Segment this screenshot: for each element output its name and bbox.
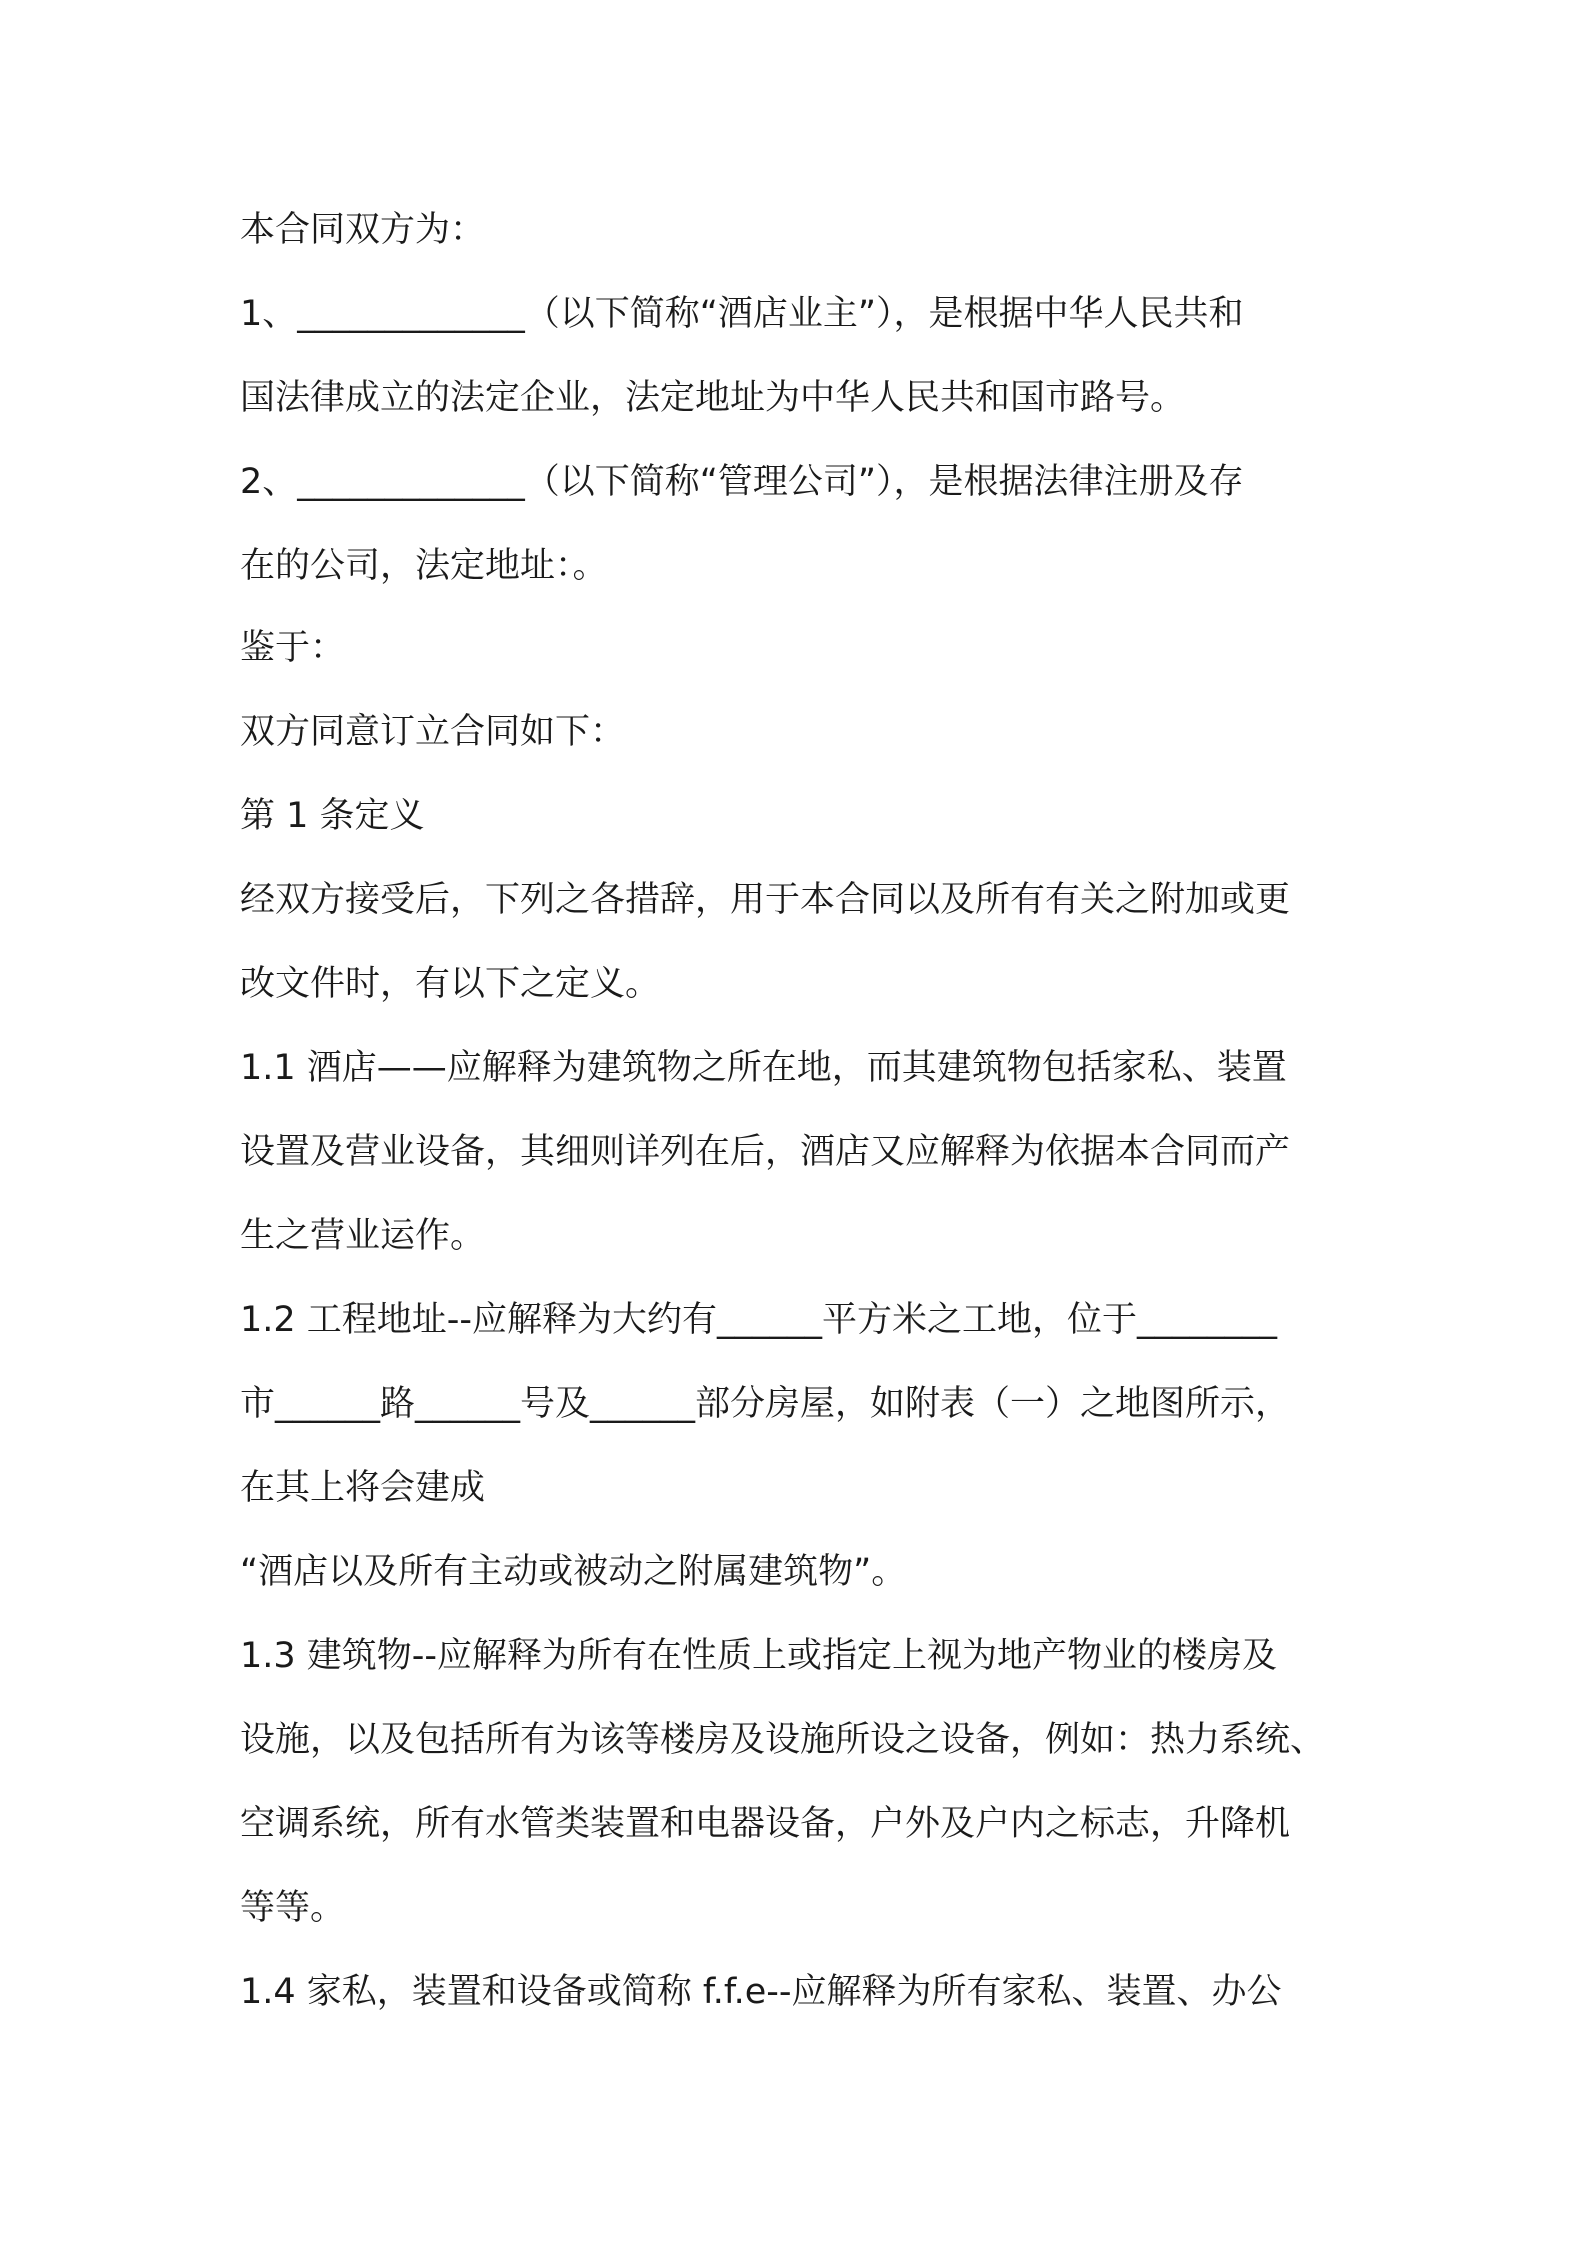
clause-1-2-line-2: 市______路______号及______部分房屋，如附表（一）之地图所示，: [240, 1384, 1291, 1424]
party-two-line-2: 在的公司，法定地址：。: [240, 546, 608, 586]
clause-1-3-line-1: 1.3 建筑物--应解释为所有在性质上或指定上视为地产物业的楼房及: [240, 1636, 1278, 1676]
clause-1-2-line-3: 在其上将会建成: [240, 1468, 486, 1508]
clause-1-3-line-4: 等等。: [240, 1888, 346, 1928]
clause-1-1-line-2: 设置及营业设备，其细则详列在后，酒店又应解释为依据本合同而产: [240, 1132, 1291, 1172]
clause-1-1-line-3: 生之营业运作。: [240, 1216, 486, 1256]
article-1-heading: 第 1 条定义: [240, 796, 425, 836]
whereas-line: 鉴于：: [240, 628, 346, 668]
clause-1-1-line-1: 1.1 酒店——应解释为建筑物之所在地，而其建筑物包括家私、装置: [240, 1048, 1287, 1088]
agreement-intro-line: 双方同意订立合同如下：: [240, 712, 626, 752]
definitions-intro-line-1: 经双方接受后，下列之各措辞，用于本合同以及所有有关之附加或更: [240, 880, 1291, 920]
clause-1-2-line-4: “酒店以及所有主动或被动之附属建筑物”。: [240, 1552, 907, 1592]
clause-1-3-line-3: 空调系统，所有水管类装置和电器设备，户外及户内之标志，升降机: [240, 1804, 1291, 1844]
contract-parties-heading: 本合同双方为：: [240, 210, 486, 250]
party-two-line-1: 2、_____________（以下简称“管理公司”），是根据法律注册及存: [240, 462, 1244, 502]
party-one-line-2: 国法律成立的法定企业，法定地址为中华人民共和国市路号。: [240, 378, 1186, 418]
clause-1-2-line-1: 1.2 工程地址--应解释为大约有______平方米之工地，位于________: [240, 1300, 1278, 1340]
party-one-line-1: 1、_____________（以下简称“酒店业主”），是根据中华人民共和: [240, 294, 1244, 334]
clause-1-3-line-2: 设施，以及包括所有为该等楼房及设施所设之设备，例如：热力系统、: [240, 1720, 1326, 1760]
clause-1-4-line-1: 1.4 家私，装置和设备或简称 f.f.e--应解释为所有家私、装置、办公: [240, 1972, 1282, 2012]
definitions-intro-line-2: 改文件时，有以下之定义。: [240, 964, 661, 1004]
